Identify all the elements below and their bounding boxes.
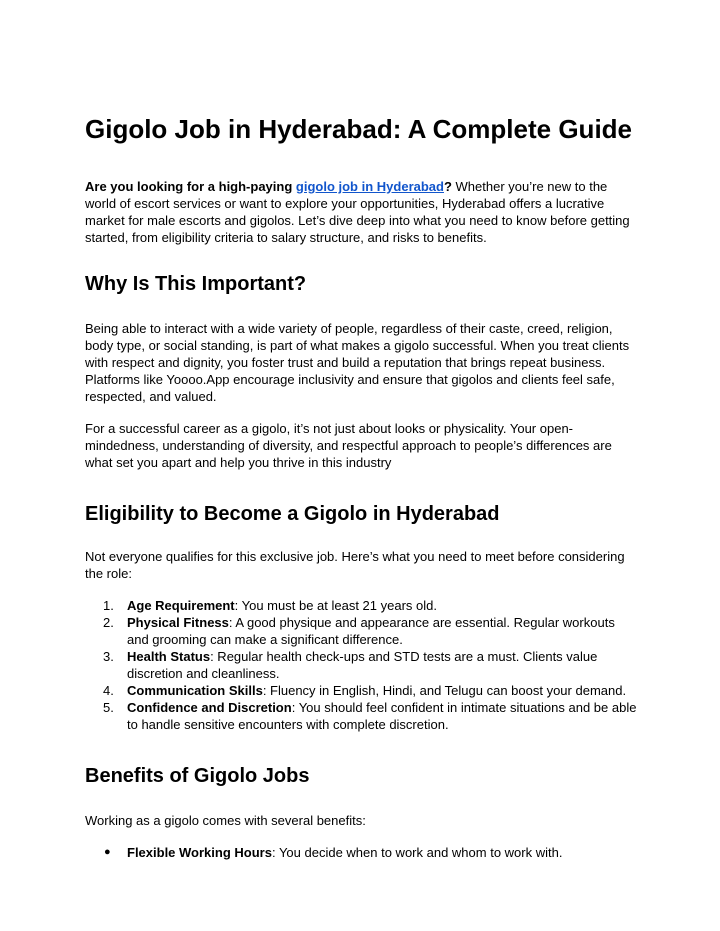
why-paragraph-2: For a successful career as a gigolo, it’s not just about looks or physicality. Your open-mindedness, understanding of diversity, and respectful approach to people’s differences are what set you apart and help you thrive in this industry	[85, 421, 612, 470]
intro-rest: Whether you’re new to the world of escort services or want to explore your opportunities, Hyderabad offers a lucrative market for male escorts and gigolos. Let’s dive deep into what you need to know before getting started, from eligibility criteria to salary structure, and risks to benefits.	[85, 179, 630, 245]
gigolo-job-link[interactable]: gigolo job in Hyderabad	[295, 179, 444, 194]
list-number: 4.	[103, 683, 114, 698]
list-desc: : Fluency in English, Hindi, and Telugu can boost your demand.	[262, 683, 627, 698]
list-desc: : You decide when to work and whom to work with.	[271, 845, 563, 860]
eligibility-list	[85, 597, 637, 733]
list-term: Health Status	[127, 649, 211, 664]
list-item	[85, 844, 637, 861]
page-title: Gigolo Job in Hyderabad: A Complete Guide	[85, 114, 633, 144]
list-desc: : Regular health check-ups and STD tests are a must. Clients value discretion and cleanliness.	[127, 649, 598, 681]
list-number: 2.	[103, 615, 114, 630]
benefits-list	[85, 844, 637, 861]
document-body	[85, 112, 637, 861]
list-item	[85, 699, 637, 733]
list-item	[85, 648, 637, 682]
why-paragraph-1: Being able to interact with a wide variety of people, regardless of their caste, creed, religion, body type, or social standing, is part of what makes a gigolo successful. When you treat clients with respect and dignity, you foster trust and build a reputation that brings repeat business. Platforms like Yoooo.App encourage inclusivity and ensure that gigolos and clients feel safe, respected, and valued.	[85, 321, 630, 404]
list-desc: : You should feel confident in intimate situations and be able to handle sensitive encounters with complete discretion.	[127, 700, 637, 732]
list-desc: : You must be at least 21 years old.	[234, 598, 437, 613]
section-heading-why: Why Is This Important?	[85, 273, 307, 295]
list-item	[85, 597, 637, 614]
list-term: Age Requirement	[127, 598, 235, 613]
list-item	[85, 614, 637, 648]
list-term: Physical Fitness	[127, 615, 229, 630]
section-heading-benefits: Benefits of Gigolo Jobs	[85, 765, 310, 787]
list-number: 1.	[103, 598, 114, 613]
eligibility-intro: Not everyone qualifies for this exclusive job. Here’s what you need to meet before considering the role:	[85, 549, 625, 581]
section-heading-eligibility: Eligibility to Become a Gigolo in Hyderabad	[85, 503, 500, 525]
intro-qmark: ?	[443, 179, 452, 194]
bullet-icon: ●	[104, 846, 111, 858]
list-term: Communication Skills	[127, 683, 263, 698]
list-number: 5.	[103, 700, 114, 715]
list-item	[85, 682, 637, 699]
list-number: 3.	[103, 649, 114, 664]
list-term: Confidence and Discretion	[127, 700, 292, 715]
list-desc: : A good physique and appearance are essential. Regular workouts and grooming can make a significant difference.	[127, 615, 615, 647]
intro-lead: Are you looking for a high-paying	[85, 179, 296, 194]
benefits-intro: Working as a gigolo comes with several benefits:	[85, 813, 366, 828]
list-term: Flexible Working Hours	[127, 845, 272, 860]
intro-paragraph	[85, 178, 637, 246]
